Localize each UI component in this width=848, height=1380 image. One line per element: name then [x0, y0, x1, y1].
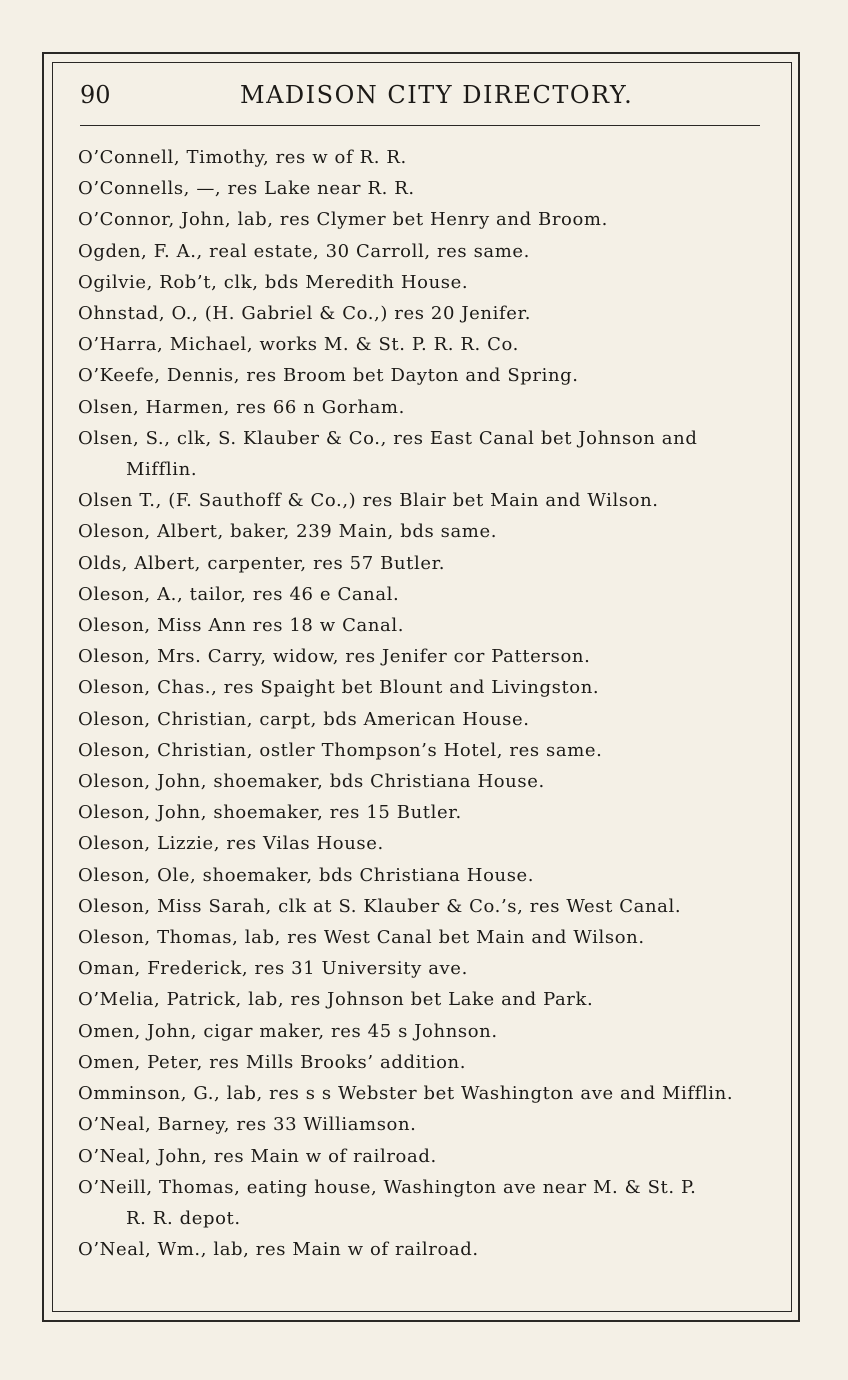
entry-line: O’Keefe, Dennis, res Broom bet Dayton and Spring. — [78, 365, 579, 387]
entry-line: Oleson, Chas., res Spaight bet Blount and Livingston. — [78, 677, 600, 699]
directory-entry — [78, 1109, 778, 1140]
directory-entry — [78, 828, 778, 859]
entry-line: Ogilvie, Rob’t, clk, bds Meredith House. — [78, 271, 469, 293]
directory-entry — [78, 1172, 778, 1234]
entry-line: Olsen T., (F. Sauthoff & Co.,) res Blair bet Main and Wilson. — [78, 490, 659, 512]
directory-entry — [78, 579, 778, 610]
directory-entry — [78, 1016, 778, 1047]
directory-entry — [78, 298, 778, 329]
entry-line: O’Neal, Barney, res 33 Williamson. — [78, 1114, 417, 1136]
directory-entry — [78, 142, 778, 173]
directory-entry — [78, 360, 778, 391]
directory-entry — [78, 672, 778, 703]
page-number: 90 — [80, 81, 111, 109]
entry-line: Olds, Albert, carpenter, res 57 Butler. — [78, 552, 446, 574]
directory-entry — [78, 860, 778, 891]
directory-entry — [78, 329, 778, 360]
entry-continuation-line: Mifflin. — [126, 459, 198, 481]
entry-line: Omminson, G., lab, res s s Webster bet Washington ave and Mifflin. — [78, 1083, 734, 1105]
entry-line: O’Connor, John, lab, res Clymer bet Henry and Broom. — [78, 209, 608, 231]
directory-entry — [78, 735, 778, 766]
entry-line: Oleson, Miss Ann res 18 w Canal. — [78, 615, 405, 637]
entry-line: Oman, Frederick, res 31 University ave. — [78, 958, 468, 980]
directory-entry — [78, 423, 778, 485]
entry-line: O’Neal, John, res Main w of railroad. — [78, 1145, 437, 1167]
directory-entry — [78, 267, 778, 298]
entry-line: Oleson, Ole, shoemaker, bds Christiana House. — [78, 864, 535, 886]
directory-entry — [78, 1078, 778, 1109]
entry-line: Oleson, Lizzie, res Vilas House. — [78, 833, 384, 855]
entry-line: Oleson, Christian, carpt, bds American House. — [78, 708, 530, 730]
page-title: MADISON CITY DIRECTORY. — [240, 81, 634, 109]
entry-line: O’Connell, Timothy, res w of R. R. — [78, 147, 407, 168]
entry-line: O’Neal, Wm., lab, res Main w of railroad. — [78, 1239, 479, 1261]
directory-entry — [78, 236, 778, 267]
directory-entry — [78, 891, 778, 922]
directory-entries — [78, 142, 778, 1265]
directory-entry — [78, 516, 778, 547]
directory-entry — [78, 641, 778, 672]
directory-entry — [78, 485, 778, 516]
entry-line: O’Harra, Michael, works M. & St. P. R. R. Co. — [78, 334, 519, 356]
entry-line: Olsen, Harmen, res 66 n Gorham. — [78, 396, 405, 418]
directory-entry — [78, 766, 778, 797]
directory-entry — [78, 204, 778, 235]
entry-line: Omen, Peter, res Mills Brooks’ addition. — [78, 1051, 467, 1073]
entry-line: Ogden, F. A., real estate, 30 Carroll, res same. — [78, 240, 530, 262]
directory-entry — [78, 173, 778, 204]
directory-entry — [78, 1234, 778, 1265]
directory-entry — [78, 1047, 778, 1078]
directory-entry — [78, 704, 778, 735]
directory-entry — [78, 1141, 778, 1172]
entry-line: Omen, John, cigar maker, res 45 s Johnson. — [78, 1020, 498, 1042]
directory-entry — [78, 797, 778, 828]
directory-entry — [78, 922, 778, 953]
page-header — [80, 78, 770, 112]
entry-line: O’Connells, —, res Lake near R. R. — [78, 178, 415, 200]
entry-continuation-line: R. R. depot. — [126, 1207, 241, 1229]
entry-line: Oleson, Albert, baker, 239 Main, bds same. — [78, 521, 498, 543]
header-rule — [80, 125, 760, 126]
entry-line: Oleson, Mrs. Carry, widow, res Jenifer cor Patterson. — [78, 646, 591, 668]
entry-line: Oleson, Thomas, lab, res West Canal bet Main and Wilson. — [78, 927, 645, 949]
entry-line: Oleson, Christian, ostler Thompson’s Hotel, res same. — [78, 739, 603, 761]
directory-entry — [78, 548, 778, 579]
entry-line: Oleson, A., tailor, res 46 e Canal. — [78, 583, 400, 605]
directory-entry — [78, 392, 778, 423]
entry-line: O’Neill, Thomas, eating house, Washington ave near M. & St. P. — [78, 1176, 697, 1198]
entry-line: Oleson, Miss Sarah, clk at S. Klauber & Co.’s, res West Canal. — [78, 895, 682, 917]
entry-line: Oleson, John, shoemaker, bds Christiana House. — [78, 771, 545, 793]
entry-line: Oleson, John, shoemaker, res 15 Butler. — [78, 802, 462, 824]
entry-line: Ohnstad, O., (H. Gabriel & Co.,) res 20 Jenifer. — [78, 303, 532, 325]
entry-line: Olsen, S., clk, S. Klauber & Co., res East Canal bet Johnson and — [78, 427, 698, 449]
directory-entry — [78, 610, 778, 641]
entry-line: O’Melia, Patrick, lab, res Johnson bet Lake and Park. — [78, 989, 594, 1011]
directory-entry — [78, 953, 778, 984]
directory-entry — [78, 984, 778, 1015]
